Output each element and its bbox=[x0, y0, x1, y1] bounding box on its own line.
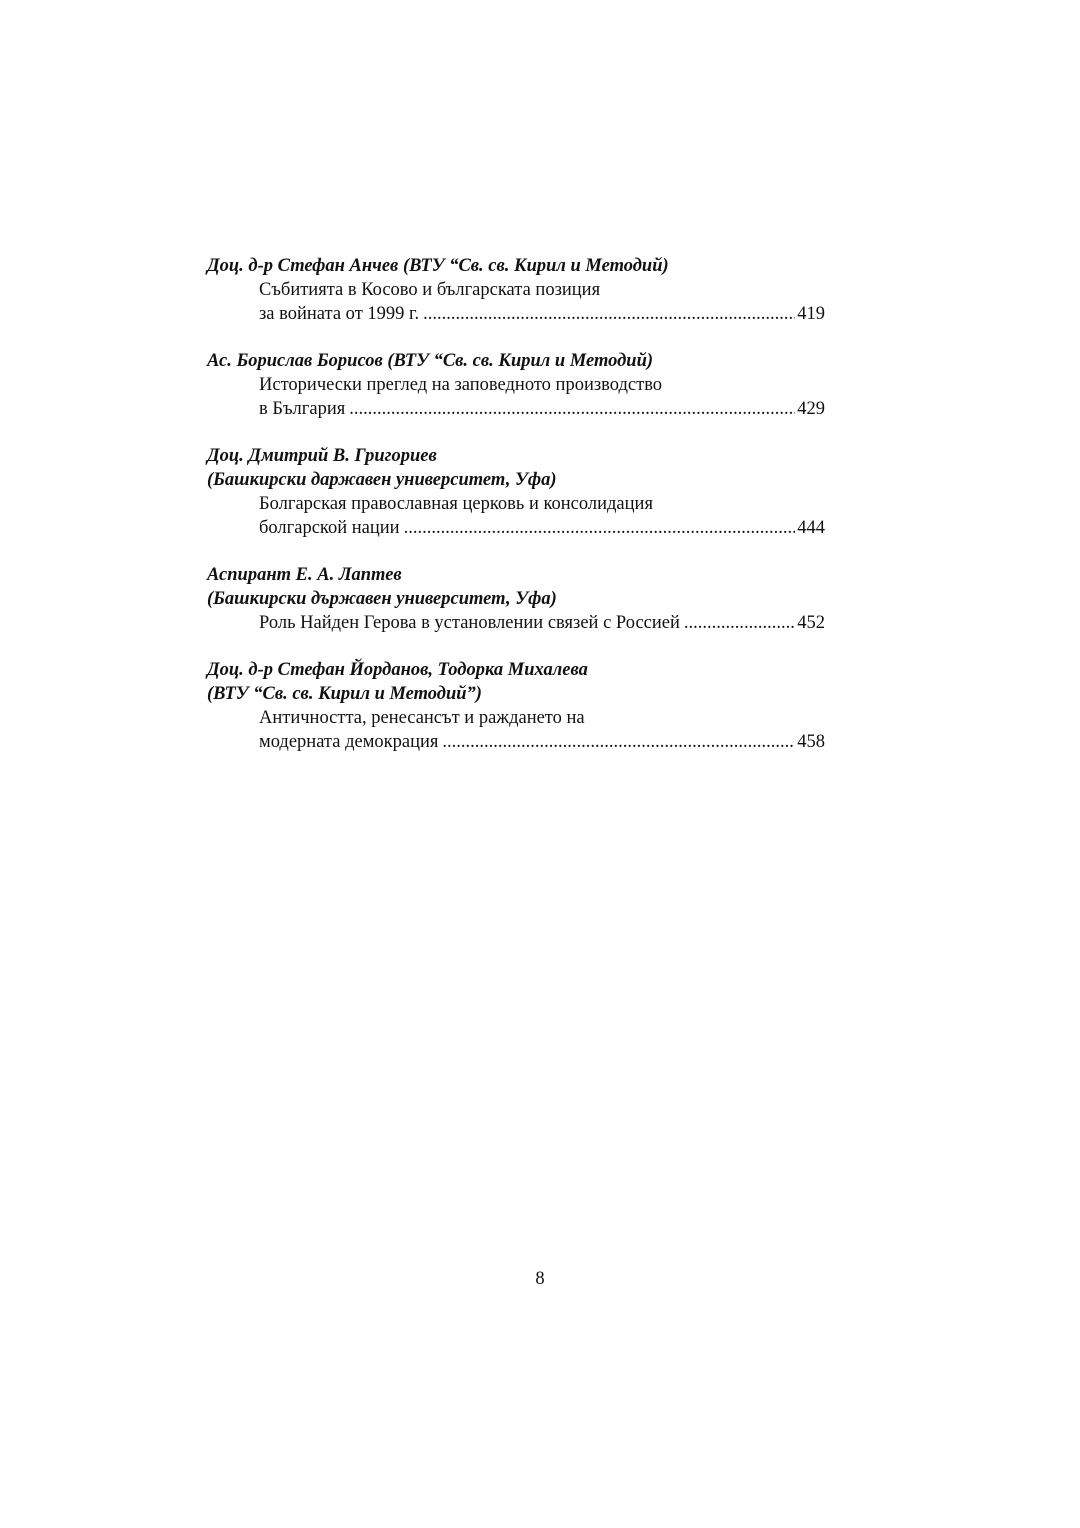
toc-entry bbox=[207, 658, 825, 754]
entry-author: Доц. Дмитрий В. Григориев bbox=[207, 446, 437, 466]
entry-title-last-line: Роль Найден Герова в установлении связей с Россией bbox=[259, 613, 680, 633]
entry-title bbox=[207, 373, 825, 421]
entry-page-number: 444 bbox=[797, 518, 825, 538]
toc-entry bbox=[207, 349, 825, 421]
toc-entry bbox=[207, 563, 825, 635]
entry-page-number: 452 bbox=[797, 613, 825, 633]
entry-title-leader-line bbox=[259, 302, 825, 326]
entry-title-last-line: модерната демокрация bbox=[259, 732, 439, 752]
dot-leader bbox=[349, 397, 795, 421]
entry-title bbox=[207, 492, 825, 540]
dot-leader bbox=[423, 302, 795, 326]
toc-entry bbox=[207, 444, 825, 540]
entry-page-number: 419 bbox=[797, 304, 825, 324]
dot-leader bbox=[404, 516, 796, 540]
entry-affiliation: (Башкирски държавен университет, Уфа) bbox=[207, 589, 557, 609]
table-of-contents bbox=[207, 254, 825, 777]
entry-title bbox=[207, 278, 825, 326]
entry-page-number: 429 bbox=[797, 399, 825, 419]
entry-title-last-line: болгарской нации bbox=[259, 518, 400, 538]
entry-title-line: Исторически преглед на заповедното производство bbox=[259, 375, 663, 395]
entry-title-line: Събитията в Косово и българската позиция bbox=[259, 280, 601, 300]
page-number: 8 bbox=[535, 1269, 545, 1289]
entry-title-last-line: за войната от 1999 г. bbox=[259, 304, 420, 324]
entry-author: Доц. д-р Стефан Йорданов, Тодорка Михалева bbox=[207, 660, 588, 680]
entry-author: Аспирант Е. А. Лаптев bbox=[207, 565, 402, 585]
dot-leader bbox=[442, 730, 795, 754]
entry-affiliation: (ВТУ “Св. св. Кирил и Методий”) bbox=[207, 684, 482, 704]
entry-title-line: Античността, ренесансът и раждането на bbox=[259, 708, 585, 728]
entry-title bbox=[207, 706, 825, 754]
entry-author: Доц. д-р Стефан Анчев (ВТУ “Св. св. Кирил и Методий) bbox=[207, 256, 669, 276]
entry-author: Ас. Борислав Борисов (ВТУ “Св. св. Кирил и Методий) bbox=[207, 351, 654, 371]
entry-title-leader-line bbox=[259, 397, 825, 421]
entry-title-leader-line bbox=[259, 730, 825, 754]
entry-page-number: 458 bbox=[797, 732, 825, 752]
entry-title bbox=[207, 611, 825, 635]
entry-title-line: Болгарская православная церковь и консолидация bbox=[259, 494, 653, 514]
toc-entry bbox=[207, 254, 825, 326]
entry-title-last-line: в България bbox=[259, 399, 346, 419]
entry-title-leader-line bbox=[259, 516, 825, 540]
entry-affiliation: (Башкирски даржавен университет, Уфа) bbox=[207, 470, 557, 490]
entry-title-leader-line bbox=[259, 611, 825, 635]
dot-leader bbox=[684, 611, 795, 635]
